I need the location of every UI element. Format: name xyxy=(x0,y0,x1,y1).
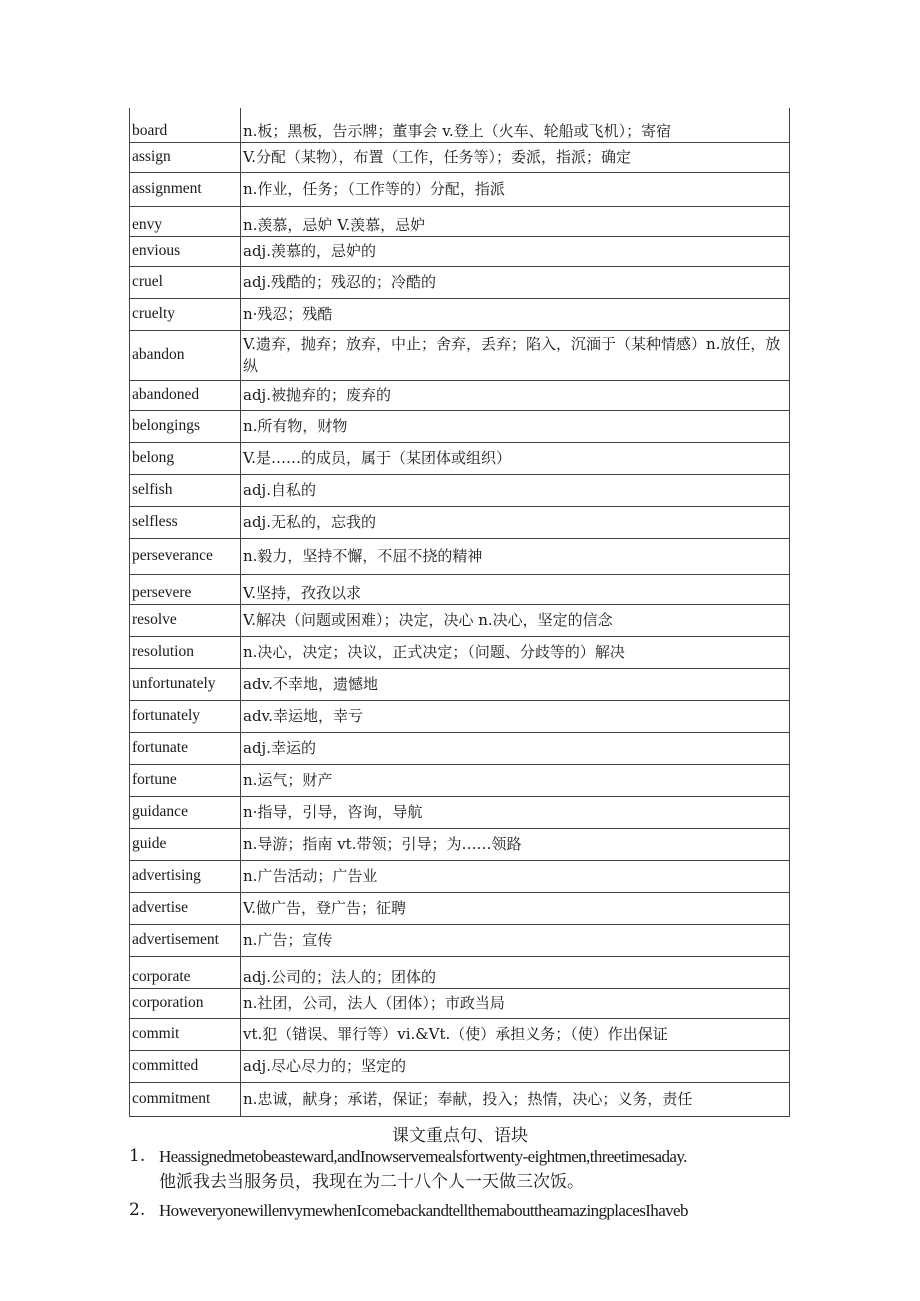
vocab-row xyxy=(130,298,790,330)
vocab-definition: V.分配（某物），布置（工作，任务等）；委派，指派；确定 xyxy=(241,142,790,172)
vocab-definition: n.毅力，坚持不懈，不屈不挠的精神 xyxy=(241,538,790,574)
vocab-row xyxy=(130,380,790,410)
vocab-definition: n.社团，公司，法人（团体）；市政当局 xyxy=(241,988,790,1018)
vocab-row xyxy=(130,732,790,764)
vocab-definition: n·指导，引导，咨询，导航 xyxy=(241,796,790,828)
vocab-word: resolution xyxy=(130,636,241,668)
vocab-definition: vt.犯（错误、罪行等）vi.&Vt.（使）承担义务；（使）作出保证 xyxy=(241,1018,790,1050)
vocab-definition: V.是……的成员，属于（某团体或组织） xyxy=(241,442,790,474)
sentence-body xyxy=(159,1198,688,1224)
vocab-row xyxy=(130,108,790,142)
vocab-word: guidance xyxy=(130,796,241,828)
vocab-row xyxy=(130,764,790,796)
vocab-definition: n.板；黑板，告示牌；董事会 v.登上（火车、轮船或飞机）；寄宿 xyxy=(241,108,790,142)
vocab-word: envy xyxy=(130,206,241,236)
vocab-row xyxy=(130,142,790,172)
vocab-definition: adj.公司的；法人的；团体的 xyxy=(241,956,790,988)
vocab-definition: V.做广告，登广告；征聘 xyxy=(241,892,790,924)
sentence-english: Heassignedmetobeasteward,andInowservemealsfortwenty-eightmen,threetimesaday. xyxy=(159,1147,687,1166)
vocab-word: assign xyxy=(130,142,241,172)
vocab-word: perseverance xyxy=(130,538,241,574)
vocab-word: advertise xyxy=(130,892,241,924)
vocab-word: selfish xyxy=(130,474,241,506)
vocab-word: advertising xyxy=(130,860,241,892)
vocab-word: belongings xyxy=(130,410,241,442)
vocab-word: abandon xyxy=(130,330,241,380)
sentence-number: 1. xyxy=(129,1146,146,1166)
vocab-word: selfless xyxy=(130,506,241,538)
vocab-definition: V.解决（问题或困难）；决定，决心 n.决心，坚定的信念 xyxy=(241,604,790,636)
vocab-word: fortunately xyxy=(130,700,241,732)
vocab-definition: n.广告；宣传 xyxy=(241,924,790,956)
vocab-word: guide xyxy=(130,828,241,860)
vocab-row xyxy=(130,604,790,636)
vocab-row xyxy=(130,266,790,298)
vocab-row xyxy=(130,924,790,956)
key-sentences xyxy=(129,1144,809,1227)
vocab-word: advertisement xyxy=(130,924,241,956)
vocab-definition: n.忠诚，献身；承诺，保证；奉献，投入；热情，决心；义务，责任 xyxy=(241,1082,790,1116)
vocab-definition: adj.残酷的；残忍的；冷酷的 xyxy=(241,266,790,298)
vocab-row xyxy=(130,1082,790,1116)
vocab-definition: V.遗弃，抛弃；放弃，中止；舍弃，丢弃；陷入，沉湎于（某种情感）n.放任，放纵 xyxy=(241,330,790,380)
vocabulary-table-body xyxy=(130,108,790,1116)
vocab-row xyxy=(130,1018,790,1050)
vocab-word: committed xyxy=(130,1050,241,1082)
vocab-definition: adj.无私的，忘我的 xyxy=(241,506,790,538)
vocab-row xyxy=(130,410,790,442)
vocab-row xyxy=(130,636,790,668)
vocab-word: corporate xyxy=(130,956,241,988)
vocab-word: belong xyxy=(130,442,241,474)
section-title: 课文重点句、语块 xyxy=(392,1126,528,1146)
vocab-word: assignment xyxy=(130,172,241,206)
vocab-word: fortunate xyxy=(130,732,241,764)
vocab-definition: n.运气；财产 xyxy=(241,764,790,796)
vocab-row xyxy=(130,1050,790,1082)
vocab-definition: n.作业，任务；（工作等的）分配，指派 xyxy=(241,172,790,206)
vocab-definition: n.广告活动；广告业 xyxy=(241,860,790,892)
vocab-word: abandoned xyxy=(130,380,241,410)
vocab-definition: adj.幸运的 xyxy=(241,732,790,764)
vocab-row xyxy=(130,442,790,474)
vocab-row xyxy=(130,538,790,574)
vocab-row xyxy=(130,236,790,266)
vocab-row xyxy=(130,206,790,236)
vocab-row xyxy=(130,172,790,206)
vocab-definition: adj.尽心尽力的；坚定的 xyxy=(241,1050,790,1082)
vocab-definition: V.坚持，孜孜以求 xyxy=(241,574,790,604)
vocabulary-table xyxy=(129,108,790,1117)
vocab-definition: adj.羡慕的，忌妒的 xyxy=(241,236,790,266)
vocab-row xyxy=(130,828,790,860)
vocab-word: commit xyxy=(130,1018,241,1050)
vocab-word: commitment xyxy=(130,1082,241,1116)
vocab-definition: adv.不幸地，遗憾地 xyxy=(241,668,790,700)
vocab-row xyxy=(130,700,790,732)
sentence-item xyxy=(129,1198,809,1224)
sentence-english: HoweveryonewillenvymewhenIcomebackandtellthemabouttheamazingplacesIhaveb xyxy=(159,1201,688,1220)
vocab-row xyxy=(130,506,790,538)
vocab-definition: n.羡慕，忌妒 V.羡慕，忌妒 xyxy=(241,206,790,236)
sentence-chinese: 他派我去当服务员，我现在为二十八个人一天做三次饭。 xyxy=(159,1172,584,1192)
vocab-word: corporation xyxy=(130,988,241,1018)
vocab-row xyxy=(130,860,790,892)
vocab-word: persevere xyxy=(130,574,241,604)
vocab-row xyxy=(130,796,790,828)
vocab-word: resolve xyxy=(130,604,241,636)
vocab-row xyxy=(130,474,790,506)
vocab-row xyxy=(130,988,790,1018)
vocab-definition: n.导游；指南 vt.带领；引导；为……领路 xyxy=(241,828,790,860)
vocab-definition: n·残忍；残酷 xyxy=(241,298,790,330)
vocab-word: envious xyxy=(130,236,241,266)
vocab-word: fortune xyxy=(130,764,241,796)
sentence-number: 2. xyxy=(129,1200,146,1220)
vocab-definition: adv.幸运地，幸亏 xyxy=(241,700,790,732)
vocab-definition: adj.被抛弃的；废弃的 xyxy=(241,380,790,410)
vocab-row xyxy=(130,956,790,988)
sentence-item xyxy=(129,1144,809,1195)
vocab-word: cruelty xyxy=(130,298,241,330)
vocab-word: cruel xyxy=(130,266,241,298)
vocab-row xyxy=(130,330,790,380)
vocab-definition: n.决心，决定；决议，正式决定；（问题、分歧等的）解决 xyxy=(241,636,790,668)
vocab-row xyxy=(130,574,790,604)
vocab-row xyxy=(130,668,790,700)
sentence-body xyxy=(159,1144,687,1195)
vocab-word: unfortunately xyxy=(130,668,241,700)
vocab-row xyxy=(130,892,790,924)
vocab-word: board xyxy=(130,108,241,142)
vocab-definition: adj.自私的 xyxy=(241,474,790,506)
vocab-definition: n.所有物，财物 xyxy=(241,410,790,442)
